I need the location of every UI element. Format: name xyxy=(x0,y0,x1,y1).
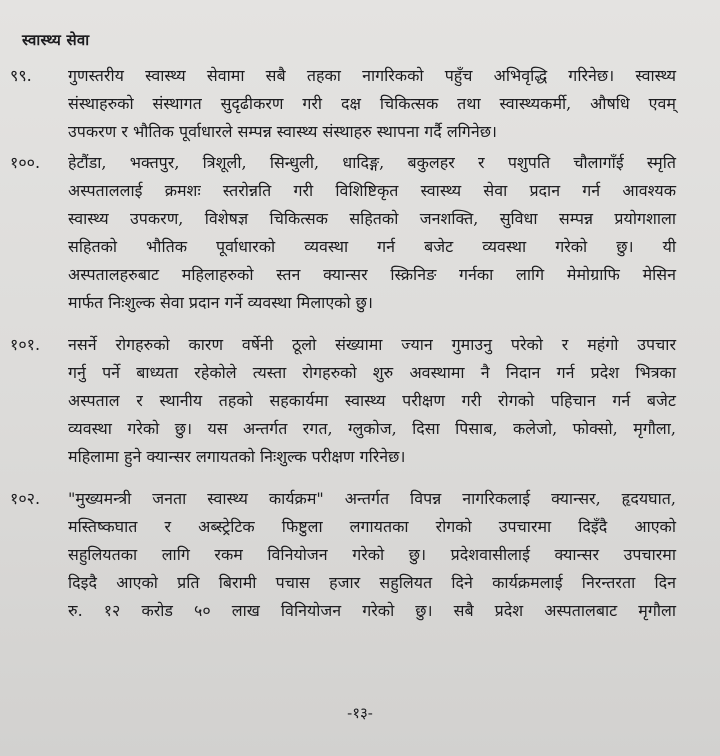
paragraph-number: १००. xyxy=(10,153,41,172)
text-line: महिलामा हुने क्यान्सर लगायतको निःशुल्क परीक्षण गरिनेछ। xyxy=(68,447,406,466)
text-line: सहितको भौतिक पूर्वाधारको व्यवस्था गर्न बजेट व्यवस्था गरेको छु। यी xyxy=(68,237,676,256)
text-line: हेटौंडा, भक्तपुर, त्रिशूली, सिन्धुली, धादिङ्ग, बकुलहर र पशुपति चौलागाँई स्मृति xyxy=(68,153,676,172)
text-line: स्वास्थ्य उपकरण, विशेषज्ञ चिकित्सक सहितको जनशक्ति, सुविधा सम्पन्न प्रयोगशाला xyxy=(68,209,676,228)
text-line: अस्पतालहरुबाट महिलाहरुको स्तन क्यान्सर स्क्रिनिङ गर्नका लागि मेमोग्राफि मेसिन xyxy=(68,265,676,284)
text-line: उपकरण र भौतिक पूर्वाधारले सम्पन्न स्वास्थ्य संस्थाहरु स्थापना गर्दै लगिनेछ। xyxy=(68,122,497,141)
text-line: गुणस्तरीय स्वास्थ्य सेवामा सबै तहका नागरिकको पहुँच अभिवृद्धि गरिनेछ। स्वास्थ्य xyxy=(68,66,676,85)
paragraph-number: १०१. xyxy=(10,335,41,354)
text-line: दिइदै आएको प्रति बिरामी पचास हजार सहुलियत दिने कार्यक्रमलाई निरन्तरता दिन xyxy=(68,573,676,592)
text-line: गर्नु पर्ने बाध्यता रहेकोले त्यस्ता रोगहरुको शुरु अवस्थामा नै निदान गर्न प्रदेश भित्रका xyxy=(68,363,676,382)
text-line: "मुख्यमन्त्री जनता स्वास्थ्य कार्यक्रम" अन्तर्गत विपन्न नागरिकलाई क्यान्सर, हृदयघात, xyxy=(68,489,676,508)
text-line: संस्थाहरुको संस्थागत सुदृढीकरण गरी दक्ष चिकित्सक तथा स्वास्थ्यकर्मी, औषधि एवम् xyxy=(68,94,676,113)
text-line: मस्तिष्कघात र अब्स्ट्रेटिक फिष्टुला लगायतका रोगको उपचारमा दिइँदै आएको xyxy=(68,517,676,536)
section-heading: स्वास्थ्य सेवा xyxy=(22,31,90,49)
text-line: अस्पताललाई क्रमशः स्तरोन्नति गरी विशिष्टिकृत स्वास्थ्य सेवा प्रदान गर्न आवश्यक xyxy=(68,181,676,200)
text-line: सहुलियतका लागि रकम विनियोजन गरेको छु। प्रदेशवासीलाई क्यान्सर उपचारमा xyxy=(68,545,676,564)
text-line: रु. १२ करोड ५० लाख विनियोजन गरेको छु। सबै प्रदेश अस्पतालबाट मृगौला xyxy=(68,601,676,620)
text-line: अस्पताल र स्थानीय तहको सहकार्यमा स्वास्थ्य परीक्षण गरी रोगको पहिचान गर्न बजेट xyxy=(68,391,676,410)
text-line: मार्फत निःशुल्क सेवा प्रदान गर्ने व्यवस्था मिलाएको छु। xyxy=(68,293,373,312)
page-number: -१३- xyxy=(347,704,373,722)
paragraph-number: १०२. xyxy=(10,489,41,508)
text-line: नसर्ने रोगहरुको कारण वर्षेनी ठूलो संख्यामा ज्यान गुमाउनु परेको र महंगो उपचार xyxy=(68,335,676,354)
text-line: व्यवस्था गरेको छु। यस अन्तर्गत रगत, ग्लुकोज, दिसा पिसाब, कलेजो, फोक्सो, मृगौला, xyxy=(68,419,676,438)
paragraph-number: ९९. xyxy=(10,66,32,85)
